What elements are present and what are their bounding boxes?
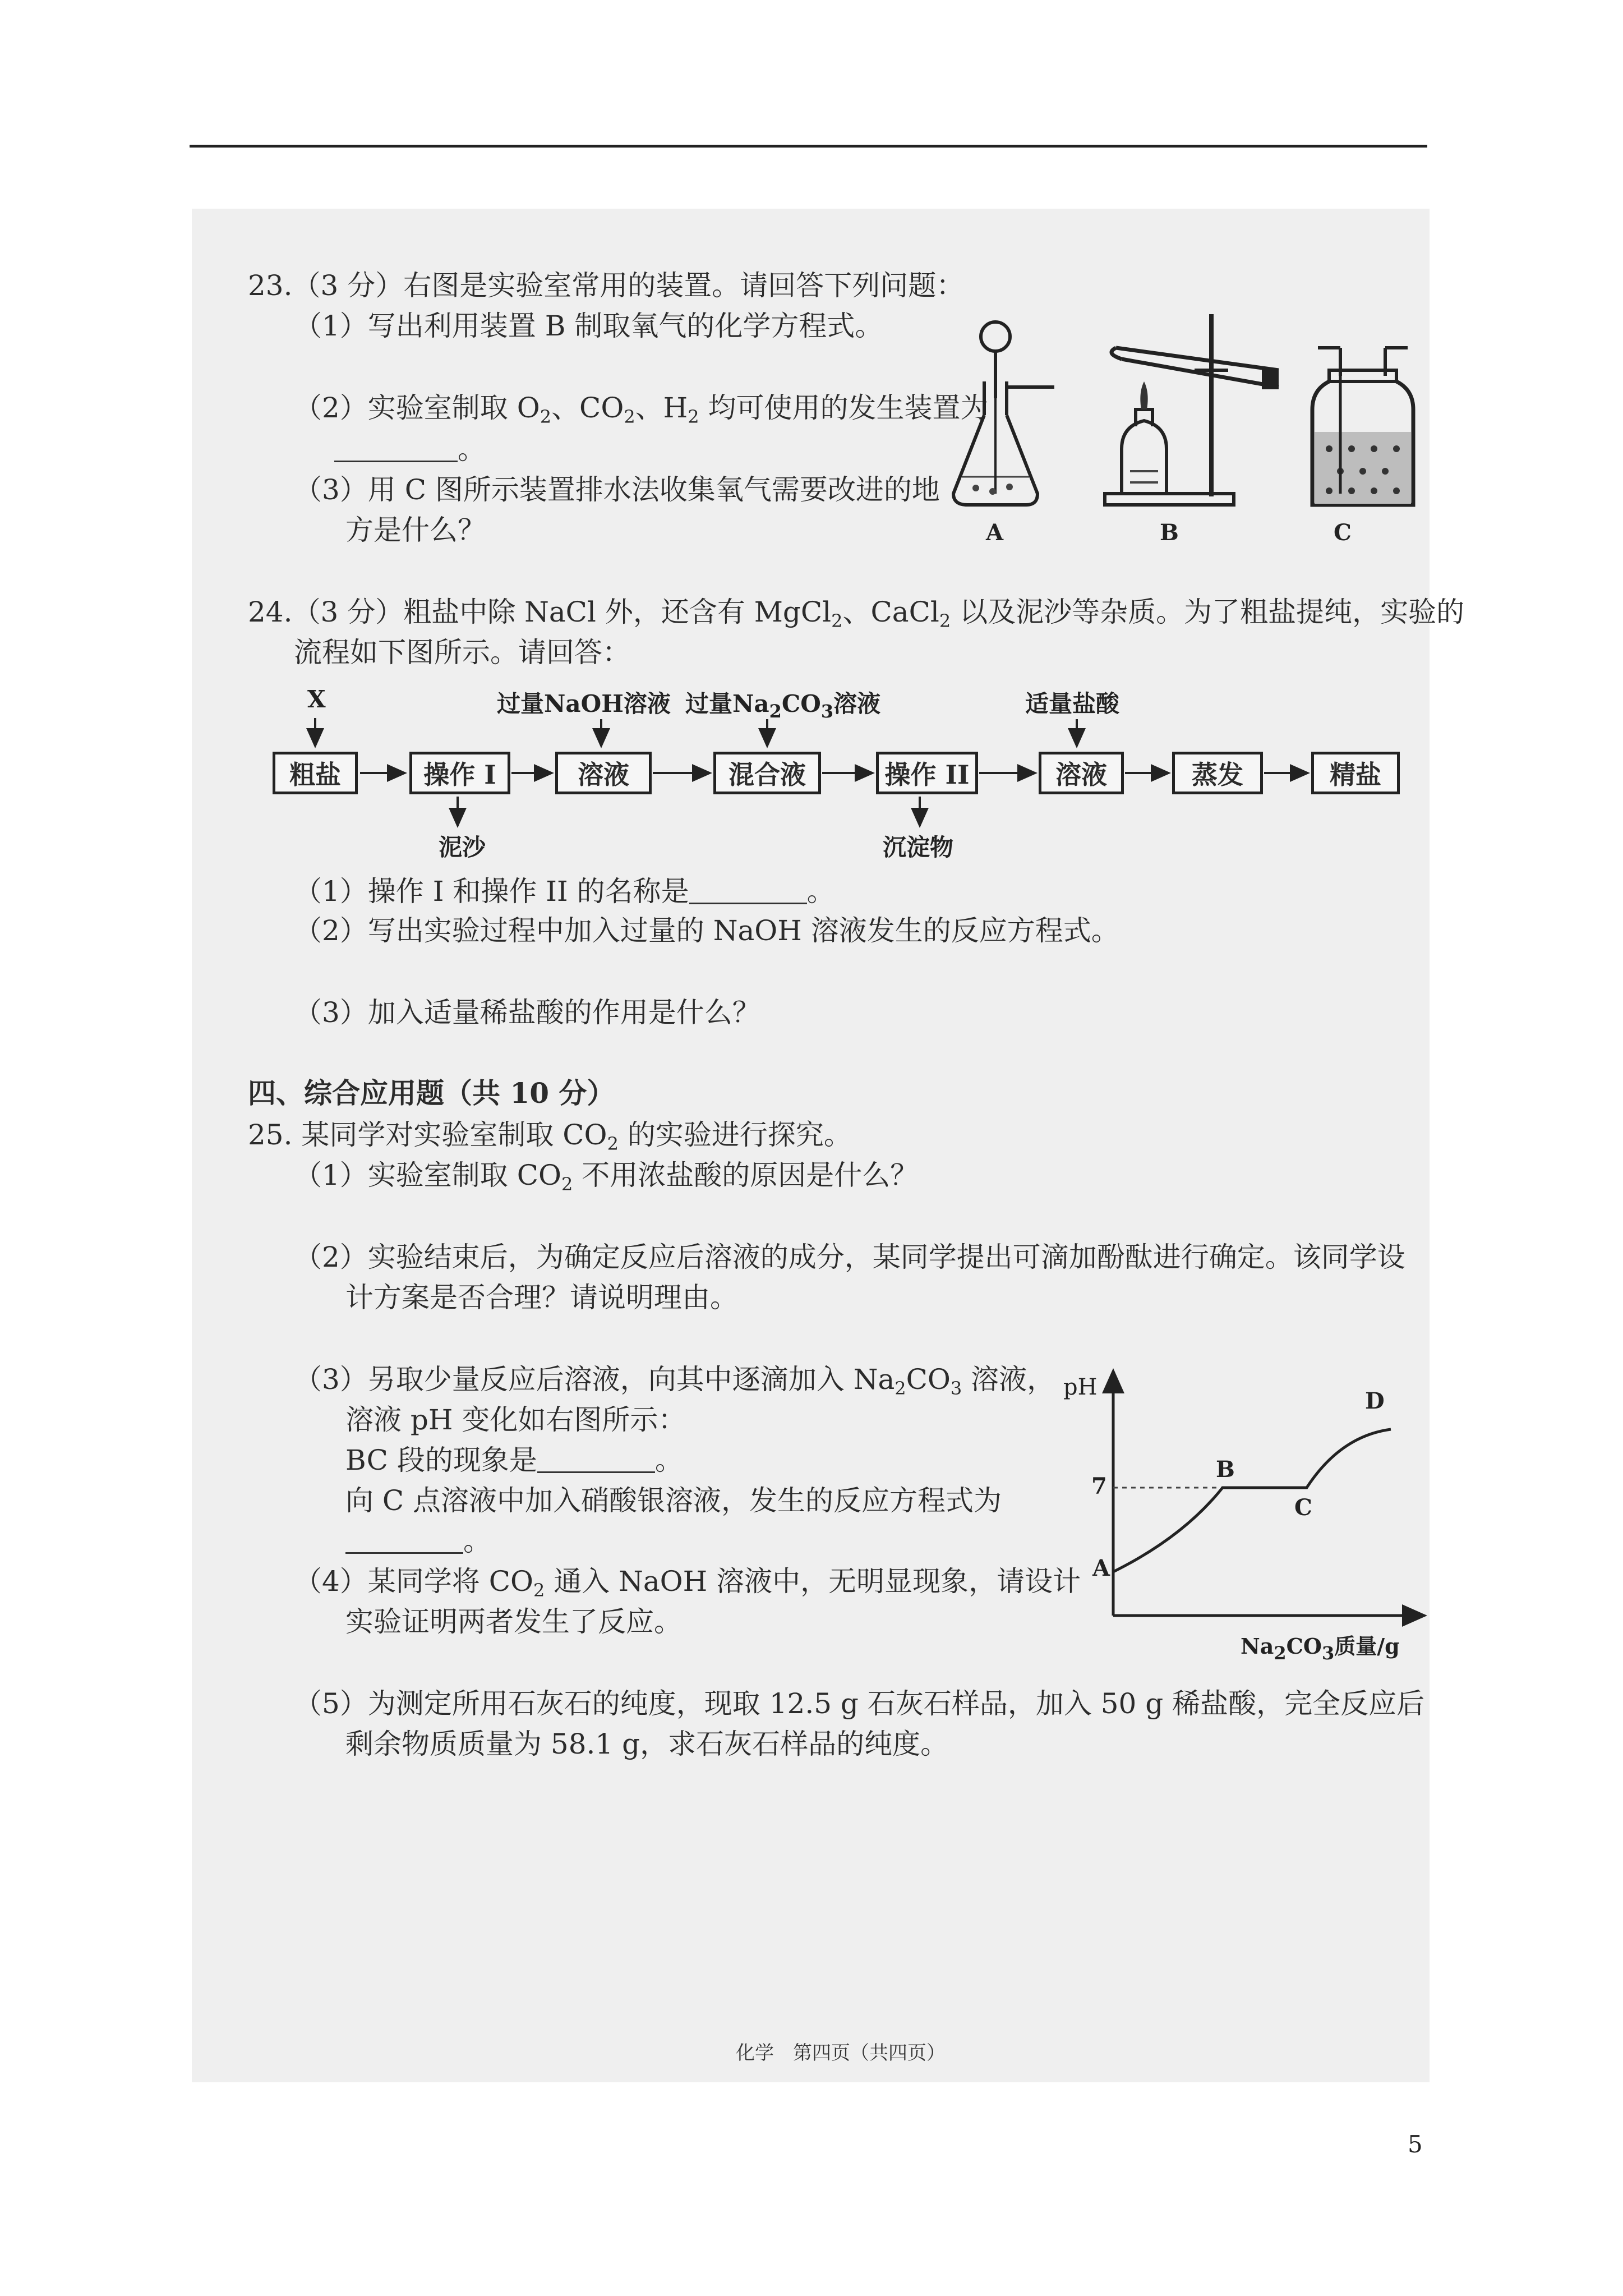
flow-box-operation-2: 操作 II	[876, 752, 978, 794]
flow-box-solution-1: 溶液	[555, 752, 652, 794]
flow-box-evaporate: 蒸发	[1172, 752, 1263, 794]
q24-part2: （2）写出实验过程中加入过量的 NaOH 溶液发生的反应方程式。	[294, 914, 1119, 947]
q23-part3-line2: 方是什么？	[345, 514, 486, 546]
flow-reagent-naoh: 过量NaOH溶液	[497, 690, 671, 717]
q23-stem: 23.（3 分）右图是实验室常用的装置。请回答下列问题：	[248, 269, 965, 302]
point-d: D	[1365, 1388, 1385, 1414]
q23-part2: （2）实验室制取 $O_2$、$CO_2$、$H_2$ 均可使用的发生装置为	[294, 392, 989, 427]
page-footer: 化学 第四页（共四页）	[736, 2042, 946, 2064]
q25-part3-line1: （3）另取少量反应后溶液，向其中逐滴加入 $Na_2CO_3$ 溶液，	[294, 1363, 1055, 1399]
q23-part1: （1）写出利用装置 B 制取氧气的化学方程式。	[294, 310, 883, 342]
q25-part3-line4: 向 C 点溶液中加入硝酸银溶液，发生的反应方程式为	[345, 1484, 1002, 1517]
q24-stem-line2: 流程如下图所示。请回答：	[294, 636, 630, 669]
ph-curve	[1113, 1429, 1391, 1572]
x-axis-label: $Na_2CO_3$质量/g	[1241, 1634, 1400, 1664]
q24-part3: （3）加入适量稀盐酸的作用是什么？	[294, 996, 760, 1029]
flow-box-operation-1: 操作 I	[409, 752, 510, 794]
apparatus-label-a: A	[986, 519, 1004, 546]
apparatus-label-c: C	[1334, 519, 1352, 546]
q23-part2-answer: 。	[334, 431, 486, 468]
q25-part5-line1: （5）为测定所用石灰石的纯度，现取 12.5 g 石灰石样品，加入 50 g 稀盐酸，完全反应后	[294, 1687, 1425, 1720]
q25-stem: 25. 某同学对实验室制取 $CO_2$ 的实验进行探究。	[248, 1119, 852, 1154]
q25-part2-line2: 计方案是否合理？请说明理由。	[345, 1281, 738, 1314]
section-4-heading: 四、综合应用题（共 10 分）	[248, 1076, 615, 1110]
q25-part3-line3: BC 段的现象是 。	[345, 1444, 683, 1476]
flow-reagent-x: X	[307, 685, 326, 713]
q25-part1: （1）实验室制取 $CO_2$ 不用浓盐酸的原因是什么？	[294, 1159, 919, 1195]
flow-box-solution-2: 溶液	[1039, 752, 1124, 794]
point-c: C	[1294, 1494, 1312, 1521]
q25-part3-line2: 溶液 pH 变化如右图所示：	[345, 1404, 686, 1436]
q25-part4-line1: （4）某同学将 $CO_2$ 通入 NaOH 溶液中，无明显现象，请设计	[294, 1565, 1081, 1601]
point-a: A	[1092, 1555, 1110, 1581]
flow-box-mixture: 混合液	[713, 752, 821, 794]
q25-part3-answer: 。	[345, 1522, 491, 1559]
point-b: B	[1216, 1456, 1235, 1483]
flow-output-mud: 泥沙	[439, 834, 486, 861]
ph-axis-label: pH	[1063, 1374, 1098, 1400]
ph-tick-7: 7	[1091, 1473, 1107, 1499]
flow-box-refined-salt: 精盐	[1311, 752, 1400, 794]
q24-stem: 24.（3 分）粗盐中除 NaCl 外，还含有 MgCl$_2$、CaCl$_2$ 以及泥沙等杂质。为了粗盐提纯，实验的	[248, 596, 1465, 632]
flow-reagent-na2co3: 过量$Na_2CO_3$溶液	[685, 690, 881, 722]
q25-part5-line2: 剩余物质质量为 58.1 g，求石灰石样品的纯度。	[345, 1728, 949, 1760]
q23-part3-line1: （3）用 C 图所示装置排水法收集氧气需要改进的地	[294, 473, 940, 506]
flow-output-precipitate: 沉淀物	[883, 834, 954, 861]
flow-reagent-hcl: 适量盐酸	[1025, 690, 1120, 717]
q24-part1: （1）操作 I 和操作 II 的名称是 。	[294, 875, 835, 908]
q25-part2-line1: （2）实验结束后，为确定反应后溶液的成分，某同学提出可滴加酚酞进行确定。该同学设	[294, 1241, 1405, 1273]
q25-part4-line2: 实验证明两者发生了反应。	[345, 1605, 682, 1638]
apparatus-label-b: B	[1160, 519, 1179, 546]
page-number: 5	[1408, 2131, 1423, 2158]
flow-box-crude-salt: 粗盐	[273, 752, 358, 794]
